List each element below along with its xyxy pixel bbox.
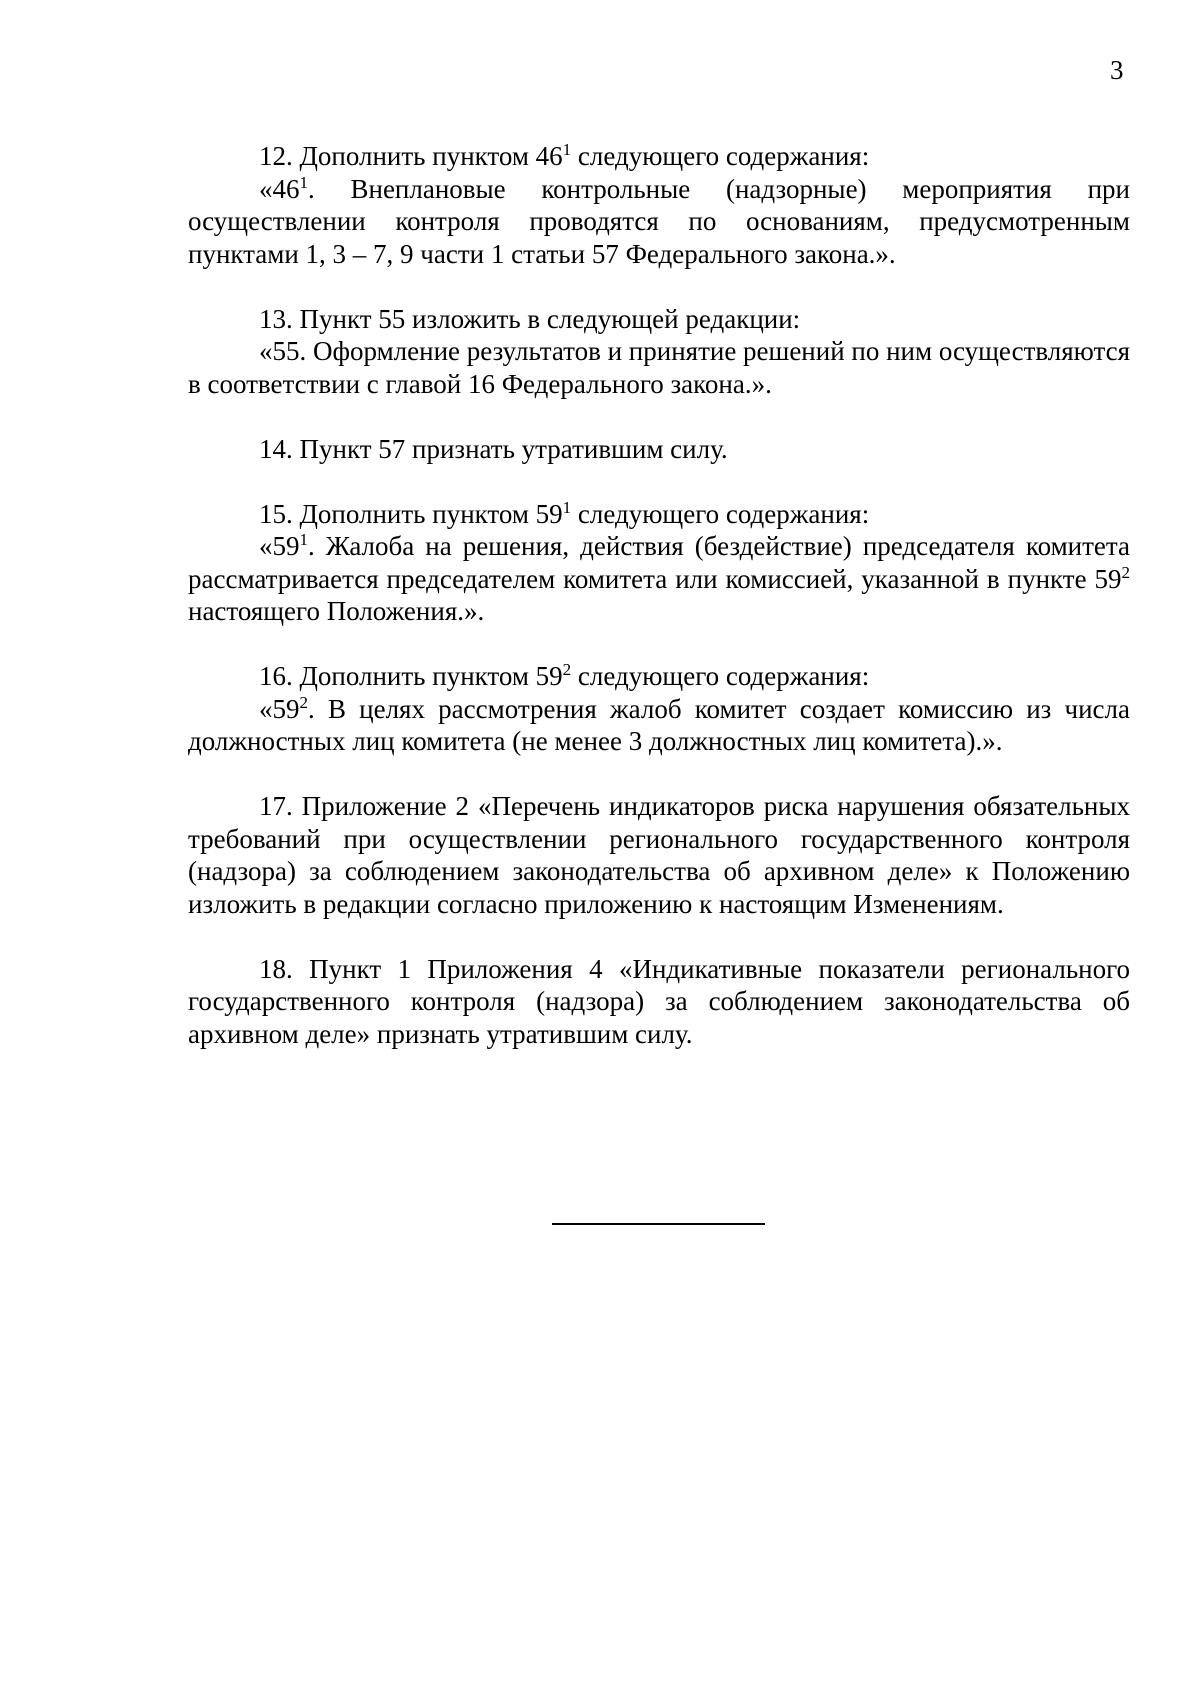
item-12-heading: 12. Дополнить пунктом $46^1$ следующего содержания: [259, 140, 870, 171]
document-body [188, 140, 1130, 1083]
item-12-text: «$46^1$. Внеплановые контрольные (надзорные) мероприятия при осуществлении контроля проводятся по основаниям, предусмотренным пунктами 1, 3 – 7, 9 части 1 статьи 57 Федерального закона.». [188, 172, 1130, 269]
item-14-text: 14. Пункт 57 признать утратившим силу. [259, 433, 728, 464]
item-16 [188, 660, 1130, 758]
item-13 [188, 303, 1130, 401]
item-17-text: 17. Приложение 2 «Перечень индикаторов риска нарушения обязательных требований при осуществлении регионального государственного контроля (надзора) за соблюдением законодательства об архивном деле» к Положению изложить в редакции согласно приложению к настоящим Изменениям. [188, 791, 1130, 919]
item-17 [188, 790, 1130, 920]
page-number: 3 [1110, 55, 1124, 85]
item-12 [188, 140, 1130, 270]
item-18 [188, 953, 1130, 1051]
item-15 [188, 498, 1130, 628]
item-13-heading: 13. Пункт 55 изложить в следующей редакции: [259, 303, 801, 334]
item-15-heading: 15. Дополнить пунктом $59^1$ следующего содержания: [259, 497, 870, 529]
item-18-text: 18. Пункт 1 Приложения 4 «Индикативные показатели регионального государственного контроля (надзора) за соблюдением законодательства об архивном деле» признать утратившим силу. [188, 953, 1130, 1049]
closing-rule [552, 1223, 765, 1225]
item-16-text: «$59^2$. В целях рассмотрения жалоб комитет создает комиссию из числа должностных лиц комитета (не менее 3 должностных лиц комитета).». [188, 692, 1130, 756]
item-14 [188, 433, 1130, 466]
item-16-heading: 16. Дополнить пунктом $59^2$ следующего содержания: [259, 660, 870, 691]
item-15-text: «$59^1$. Жалоба на решения, действия (бездействие) председателя комитета рассматривается председателем комитета или комиссией, указанной в пункте $59^2$ настоящего Положения.». [188, 530, 1130, 626]
item-13-text: «55. Оформление результатов и принятие решений по ним осуществляются в соответствии с главой 16 Федерального закона.». [188, 336, 1131, 399]
